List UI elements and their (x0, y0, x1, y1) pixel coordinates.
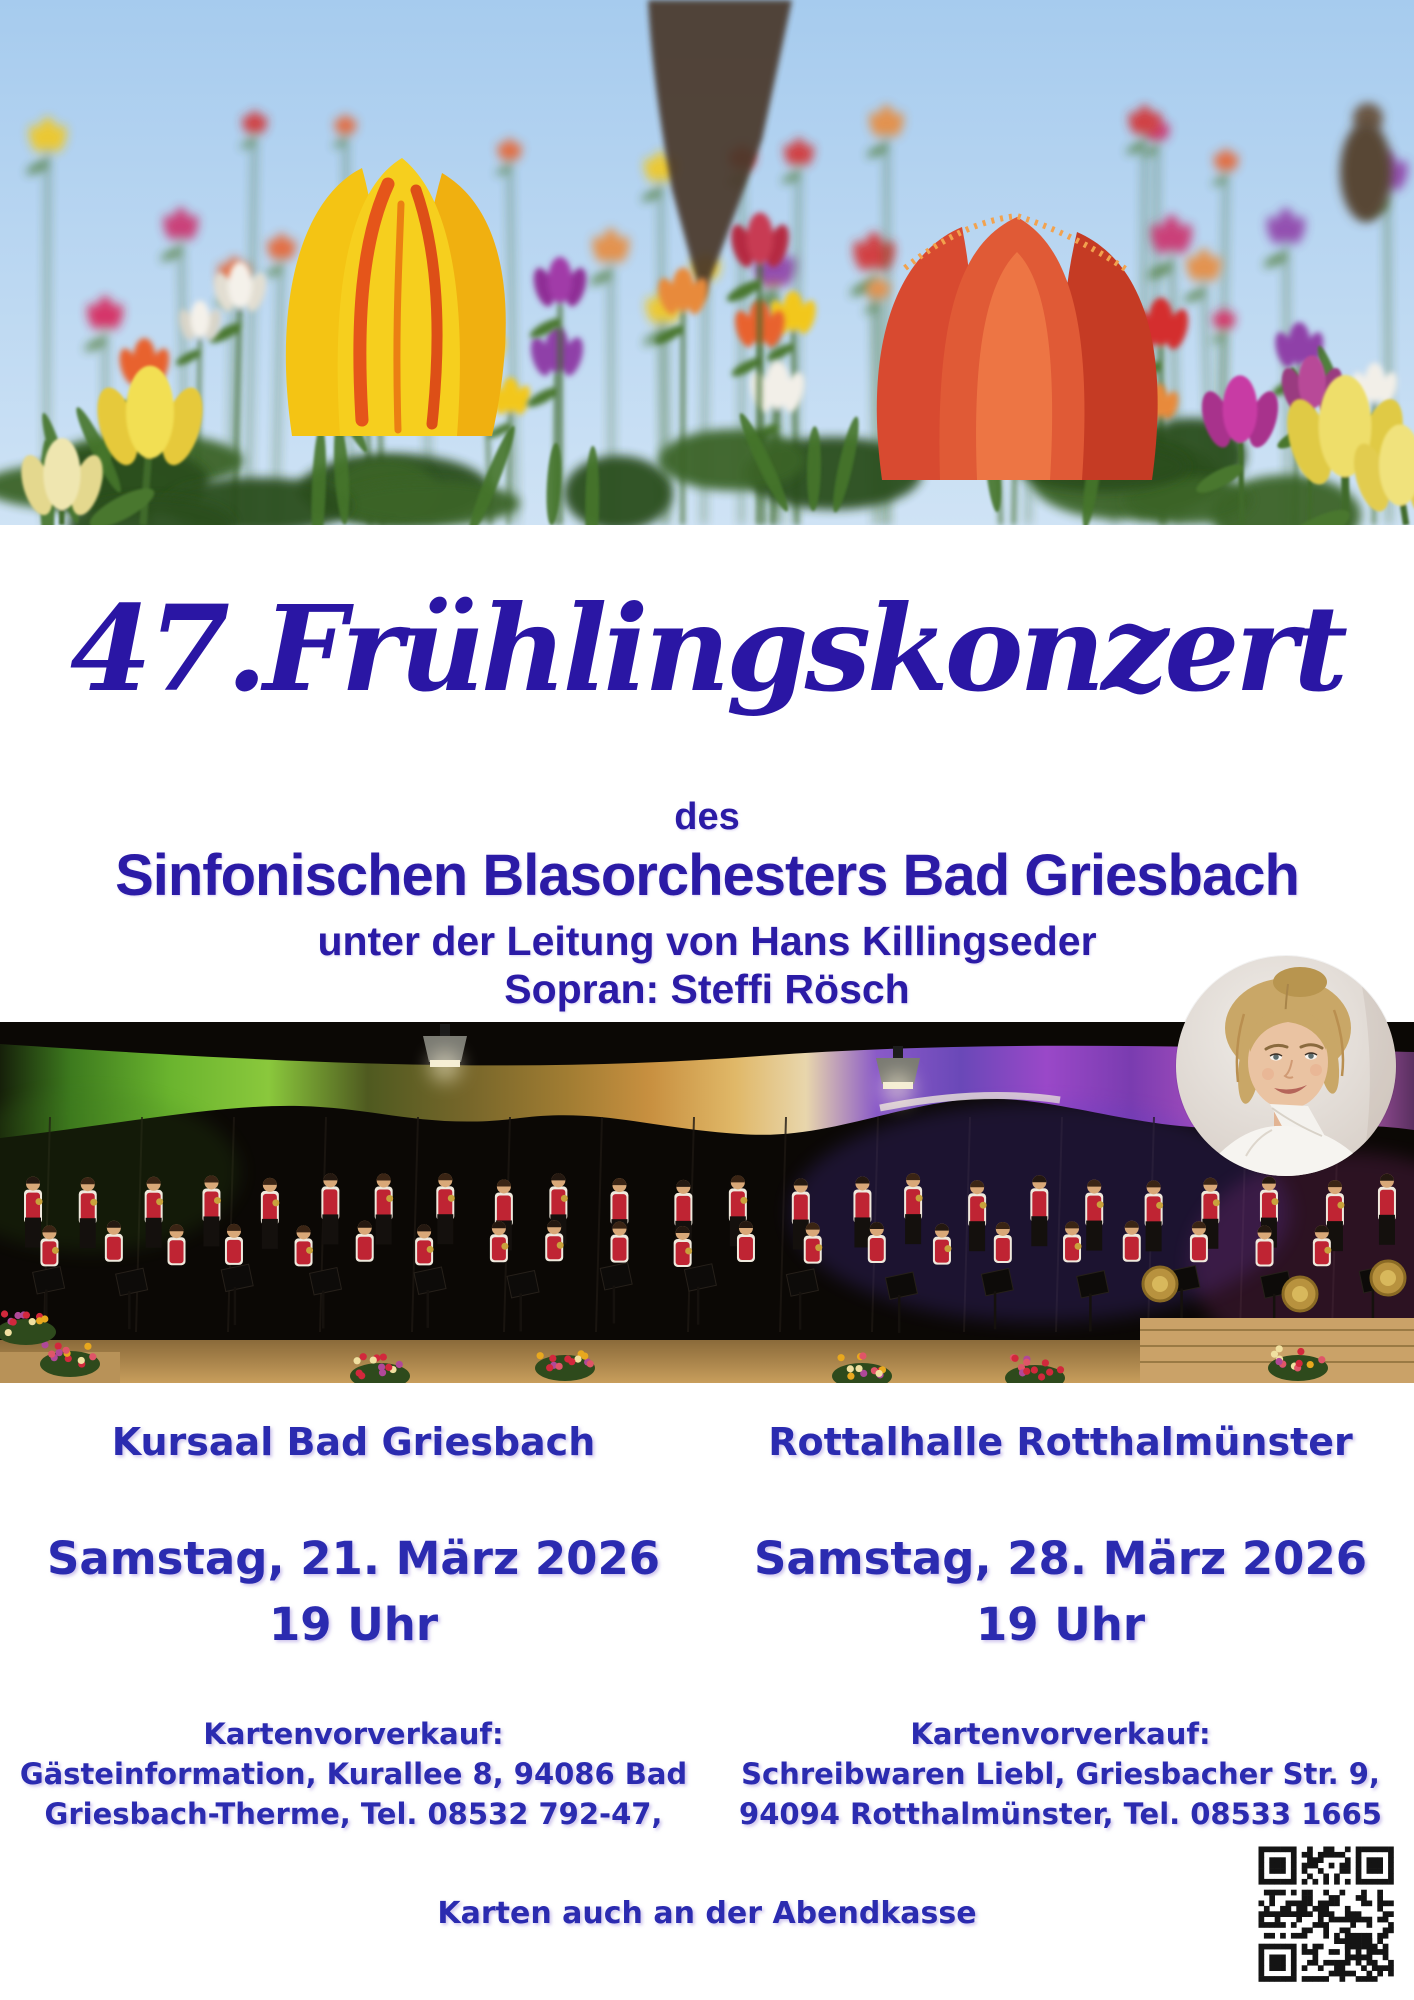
presale-line1: Gästeinformation, Kurallee 8, 94086 Bad (19, 1757, 688, 1791)
presale-heading: Kartenvorverkauf: (910, 1717, 1211, 1751)
orchestra-name: Sinfonischen Blasorchesters Bad Griesbach (115, 843, 1299, 908)
tulip-field-photo (0, 0, 1414, 525)
qr-code (1255, 1843, 1403, 1991)
event-bad-griesbach (0, 1400, 707, 1860)
event-date: Samstag, 28. März 2026 (753, 1532, 1368, 1585)
soprano-portrait-photo (1176, 956, 1396, 1176)
event-date: Samstag, 21. März 2026 (46, 1532, 661, 1585)
venue-name: Rottalhalle Rotthalmünster (768, 1420, 1353, 1464)
presale-heading: Kartenvorverkauf: (203, 1717, 504, 1751)
presale-line1: Schreibwaren Liebl, Griesbacher Str. 9, (741, 1757, 1380, 1791)
presale-info (707, 1714, 1414, 1834)
soprano-line: Sopran: Steffi Rösch (504, 966, 910, 1012)
presale-info (0, 1714, 707, 1834)
event-time: 19 Uhr (975, 1598, 1146, 1651)
box-office-note: Karten auch an der Abendkasse (437, 1896, 977, 1931)
event-rotthalmuenster (707, 1400, 1414, 1860)
conductor-line: unter der Leitung von Hans Killingseder (317, 918, 1097, 964)
poster-title: 47.Frühlingskonzert (69, 579, 1345, 718)
subtitle-des: des (674, 796, 740, 838)
presale-line2: 94094 Rotthalmünster, Tel. 08533 1665 (739, 1797, 1382, 1831)
venue-name: Kursaal Bad Griesbach (111, 1420, 596, 1464)
presale-line2: Griesbach-Therme, Tel. 08532 792-47, (44, 1797, 663, 1831)
event-time: 19 Uhr (268, 1598, 439, 1651)
